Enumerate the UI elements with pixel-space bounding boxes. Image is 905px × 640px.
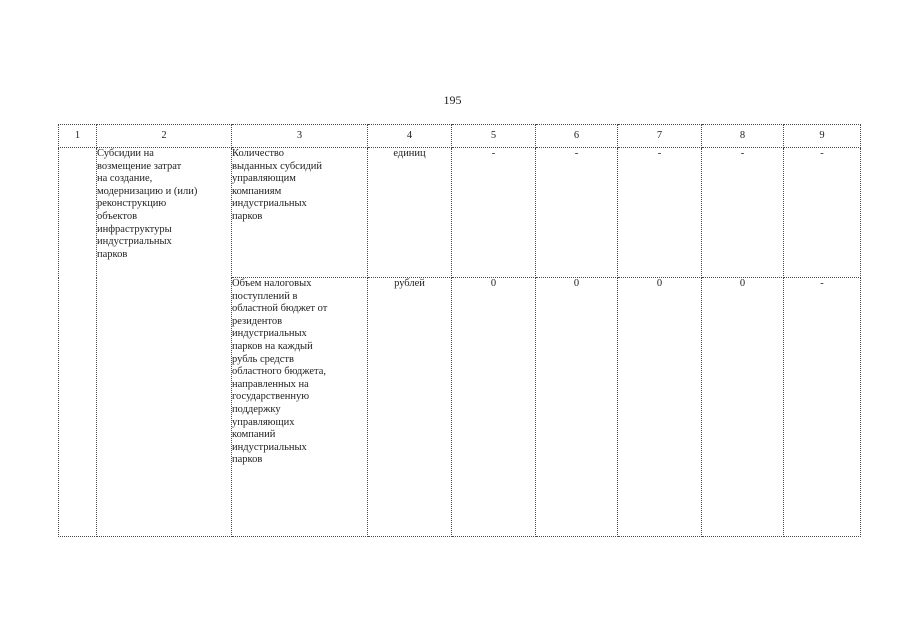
measure-name-line: Субсидии на	[97, 148, 154, 159]
table-header-row	[59, 125, 861, 148]
header-col-6: 6	[536, 125, 618, 148]
value-cell: 0	[452, 278, 536, 537]
indicator-line: поступлений в	[232, 290, 298, 302]
indicator-line: областного бюджета,	[232, 366, 327, 378]
table-row	[59, 148, 861, 278]
value-cell: -	[618, 148, 702, 278]
indicator-line: индустриальных	[232, 328, 307, 340]
measure-name-line: парков	[97, 248, 128, 260]
indicator-line: поддержку	[232, 403, 281, 415]
header-col-5: 5	[452, 125, 536, 148]
value-cell: -	[702, 148, 784, 278]
measure-name-cell	[97, 148, 232, 537]
indicator-line: управляющим	[232, 173, 296, 185]
indicator-line: компаниям	[232, 185, 282, 197]
measure-name-line: модернизацию и (или)	[97, 185, 198, 197]
header-col-9: 9	[784, 125, 861, 148]
indicator-line: компаний	[232, 429, 276, 441]
indicator-line: управляющих	[232, 416, 295, 428]
indicator-table	[58, 124, 861, 537]
indicator-line: парков	[232, 454, 263, 466]
indicator-line: Объем налоговых	[232, 278, 312, 289]
page-number: 195	[443, 93, 462, 107]
header-col-8: 8	[702, 125, 784, 148]
header-col-3: 3	[232, 125, 368, 148]
value-cell: 0	[536, 278, 618, 537]
indicator-cell	[232, 278, 368, 537]
row-number-cell	[59, 148, 97, 537]
measure-name-line: возмещение затрат	[97, 160, 182, 172]
header-col-2: 2	[97, 125, 232, 148]
indicator-line: государственную	[232, 391, 310, 403]
measure-name-line: реконструкцию	[97, 198, 167, 210]
indicator-line: рубль средств	[232, 353, 294, 365]
value-cell: -	[536, 148, 618, 278]
value-cell: 0	[618, 278, 702, 537]
value-cell: 0	[702, 278, 784, 537]
indicator-line: резидентов	[232, 315, 283, 327]
indicator-cell	[232, 148, 368, 278]
value-cell: -	[784, 148, 861, 278]
measure-name-line: на создание,	[97, 173, 153, 185]
indicator-line: парков на каждый	[232, 340, 313, 352]
unit-cell: единиц	[368, 148, 452, 278]
value-cell: -	[452, 148, 536, 278]
measure-name-line: инфраструктуры	[97, 223, 172, 235]
measure-name-line: объектов	[97, 210, 138, 222]
unit-cell: рублей	[368, 278, 452, 537]
indicator-line: направленных на	[232, 378, 309, 390]
indicator-line: выданных субсидий	[232, 160, 323, 172]
header-col-4: 4	[368, 125, 452, 148]
header-col-7: 7	[618, 125, 702, 148]
indicator-line: Количество	[232, 148, 285, 159]
measure-name-line: индустриальных	[97, 236, 172, 248]
indicator-line: областной бюджет от	[232, 303, 328, 315]
value-cell: -	[784, 278, 861, 537]
indicator-line: парков	[232, 210, 263, 222]
indicator-line: индустриальных	[232, 198, 307, 210]
indicator-line: индустриальных	[232, 441, 307, 453]
header-col-1: 1	[59, 125, 97, 148]
